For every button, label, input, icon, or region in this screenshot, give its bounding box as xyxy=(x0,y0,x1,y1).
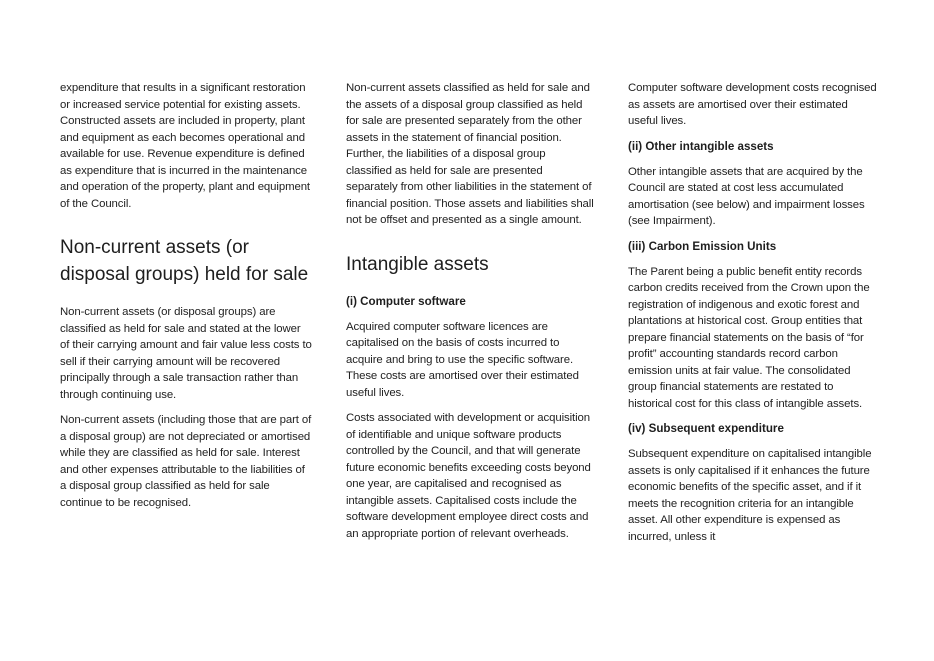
heading-intangible-assets: Intangible assets xyxy=(346,253,489,275)
paragraph-software-licences: Acquired computer software licences are capitalised on the basis of costs incurred to acquire and bring to use the specific software. These costs are amortised over their estimated useful lives. xyxy=(346,320,579,399)
paragraph-other-intangible: Other intangible assets that are acquired by the Council are stated at cost less accumulated amortisation (see below) and impairment losses (see Impairment). xyxy=(628,165,865,227)
paragraph-subsequent-expenditure: Subsequent expenditure on capitalised intangible assets is only capitalised if it enhances the future economic benefits of the specific asset, and if it meets the recognition criteria for an intangible asset. All other expenditure is expensed as incurred, unless it xyxy=(628,448,872,543)
paragraph-noncurrent-depreciation: Non-current assets (including those that are part of a disposal group) are not depreciated or amortised while they are classified as held for sale. Interest and other expenses attributable to the liabilities of a disposal group classified as held for sale continue to be recognised. xyxy=(60,414,312,509)
paragraph-carbon-emission: The Parent being a public benefit entity records carbon credits received from the Crown upon the registration of indigenous and exotic forest and plantations at historical cost. Group entities that prepare financial statements on the basis of “for profit” accounting standards record carbon emission units at fair value. The consolidated group financial statements are restated to historical cost for this class of intangible assets. xyxy=(628,265,870,410)
paragraph-software-development: Costs associated with development or acquisition of identifiable and unique software products controlled by the Council, and that will generate future economic benefits exceeding costs beyond one year, are capitalised and recognised as intangible assets. Capitalised costs include the software development employee direct costs and an appropriate portion of relevant overheads. xyxy=(346,412,591,540)
column-right xyxy=(628,80,880,554)
column-left xyxy=(60,80,312,520)
paragraph-software-amortisation: Computer software development costs recognised as assets are amortised over their estimated useful lives. xyxy=(628,82,877,127)
paragraph-expenditure-intro: expenditure that results in a significant restoration or increased service potential for existing assets. Constructed assets are included in property, plant and equipment as each becomes operational and available for use. Revenue expenditure is defined as expenditure that is incurred in the maintenance and operation of the property, plant and equipment of the Council. xyxy=(60,82,310,210)
heading-noncurrent-assets-held-for-sale: Non-current assets (or disposal groups) held for sale xyxy=(60,237,309,285)
paragraph-noncurrent-classification: Non-current assets (or disposal groups) are classified as held for sale and stated at the lower of their carrying amount and fair value less costs to sell if their carrying amount will be recovered principally through a sale transaction rather than through continuing use. xyxy=(60,306,312,401)
subheading-subsequent-expenditure: (iv) Subsequent expenditure xyxy=(628,422,784,435)
subheading-carbon-emission-units: (iii) Carbon Emission Units xyxy=(628,239,777,253)
column-middle xyxy=(346,80,594,551)
paragraph-noncurrent-presentation: Non-current assets classified as held for sale and the assets of a disposal group classified as held for sale are presented separately from the other assets in the statement of financial position. Further, the liabilities of a disposal group classified as held for sale are presented separately from other liabilities in the statement of financial position. Those assets and liabilities shall not be offset and presented as a single amount. xyxy=(346,82,594,226)
subheading-computer-software: (i) Computer software xyxy=(346,294,466,308)
subheading-other-intangible-assets: (ii) Other intangible assets xyxy=(628,139,774,153)
